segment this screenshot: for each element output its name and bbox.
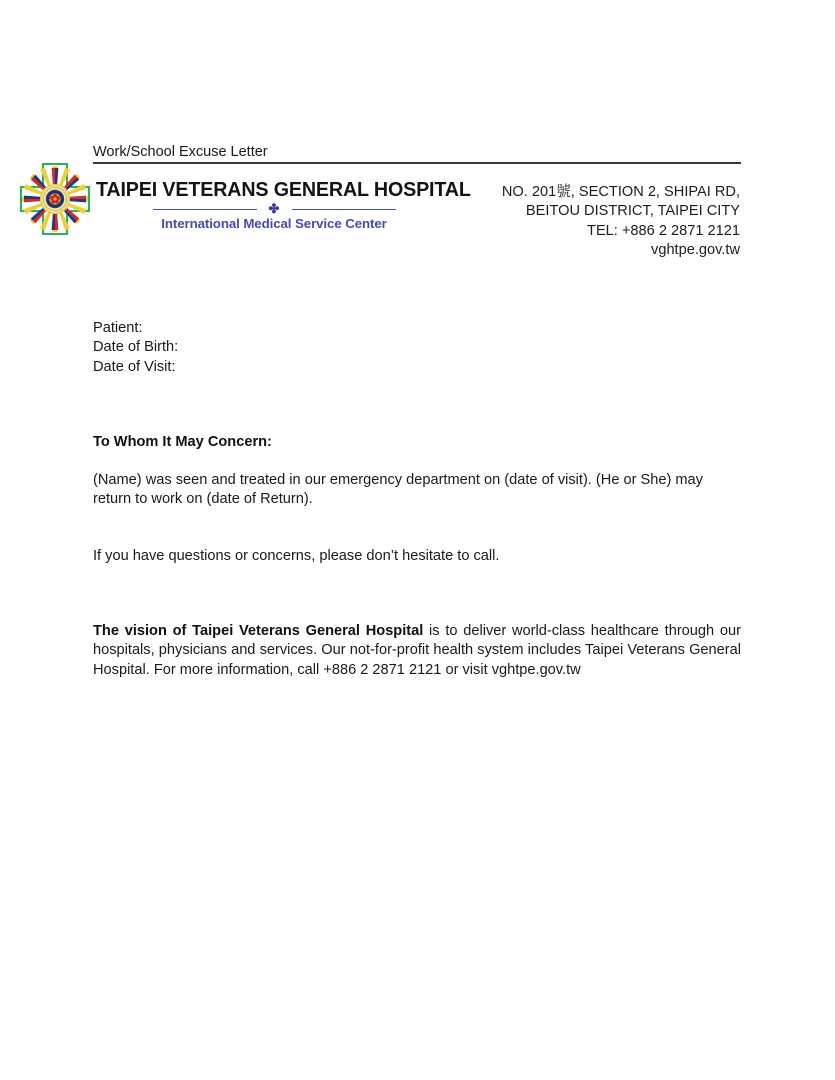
- body-paragraph-vision: [93, 622, 741, 680]
- address-line-street: NO. 201號, SECTION 2, SHIPAI RD,: [501, 184, 740, 200]
- brand-ornament: [96, 203, 452, 215]
- address-line-website: vghtpe.gov.tw: [651, 241, 740, 258]
- field-date-of-birth-label: Date of Birth:: [93, 339, 179, 356]
- ornament-line-left: [153, 209, 257, 210]
- header-divider: [93, 162, 741, 164]
- body-paragraph-contact: If you have questions or concerns, please don’t hesitate to call.: [93, 548, 500, 564]
- hospital-emblem-logo: [18, 161, 92, 237]
- document-type-label: Work/School Excuse Letter: [93, 144, 268, 160]
- emblem-icon: [18, 161, 92, 237]
- salutation: To Whom It May Concern:: [93, 434, 272, 450]
- cross-ornament-icon: ✤: [268, 201, 280, 216]
- vision-statement-rest: is to deliver world-class healthcare through our hospitals, physicians and services. Our not-for-profit health system includes Taipei Veterans General Hospital. For more information, call +886 2 2871 2121 or visit vghtpe.gov.tw: [93, 623, 741, 678]
- body-paragraph-treatment: (Name) was seen and treated in our emergency department on (date of visit). (He or She) may return to work on (date of Return).: [93, 472, 703, 508]
- hospital-brand-block: [96, 178, 471, 232]
- field-patient-label: Patient:: [93, 320, 143, 336]
- hospital-address-block: [410, 183, 740, 260]
- address-line-telephone: TEL: +886 2 2871 2121: [587, 222, 740, 239]
- address-line-district: BEITOU DISTRICT, TAIPEI CITY: [525, 203, 740, 220]
- vision-statement-bold-lead: The vision of Taipei Veterans General Hospital: [93, 623, 424, 639]
- patient-fields-block: [93, 319, 178, 377]
- department-name: International Medical Service Center: [161, 216, 387, 231]
- field-date-of-visit-label: Date of Visit:: [93, 358, 176, 375]
- hospital-name: TAIPEI VETERANS GENERAL HOSPITAL: [96, 179, 471, 201]
- ornament-line-right: [292, 209, 396, 210]
